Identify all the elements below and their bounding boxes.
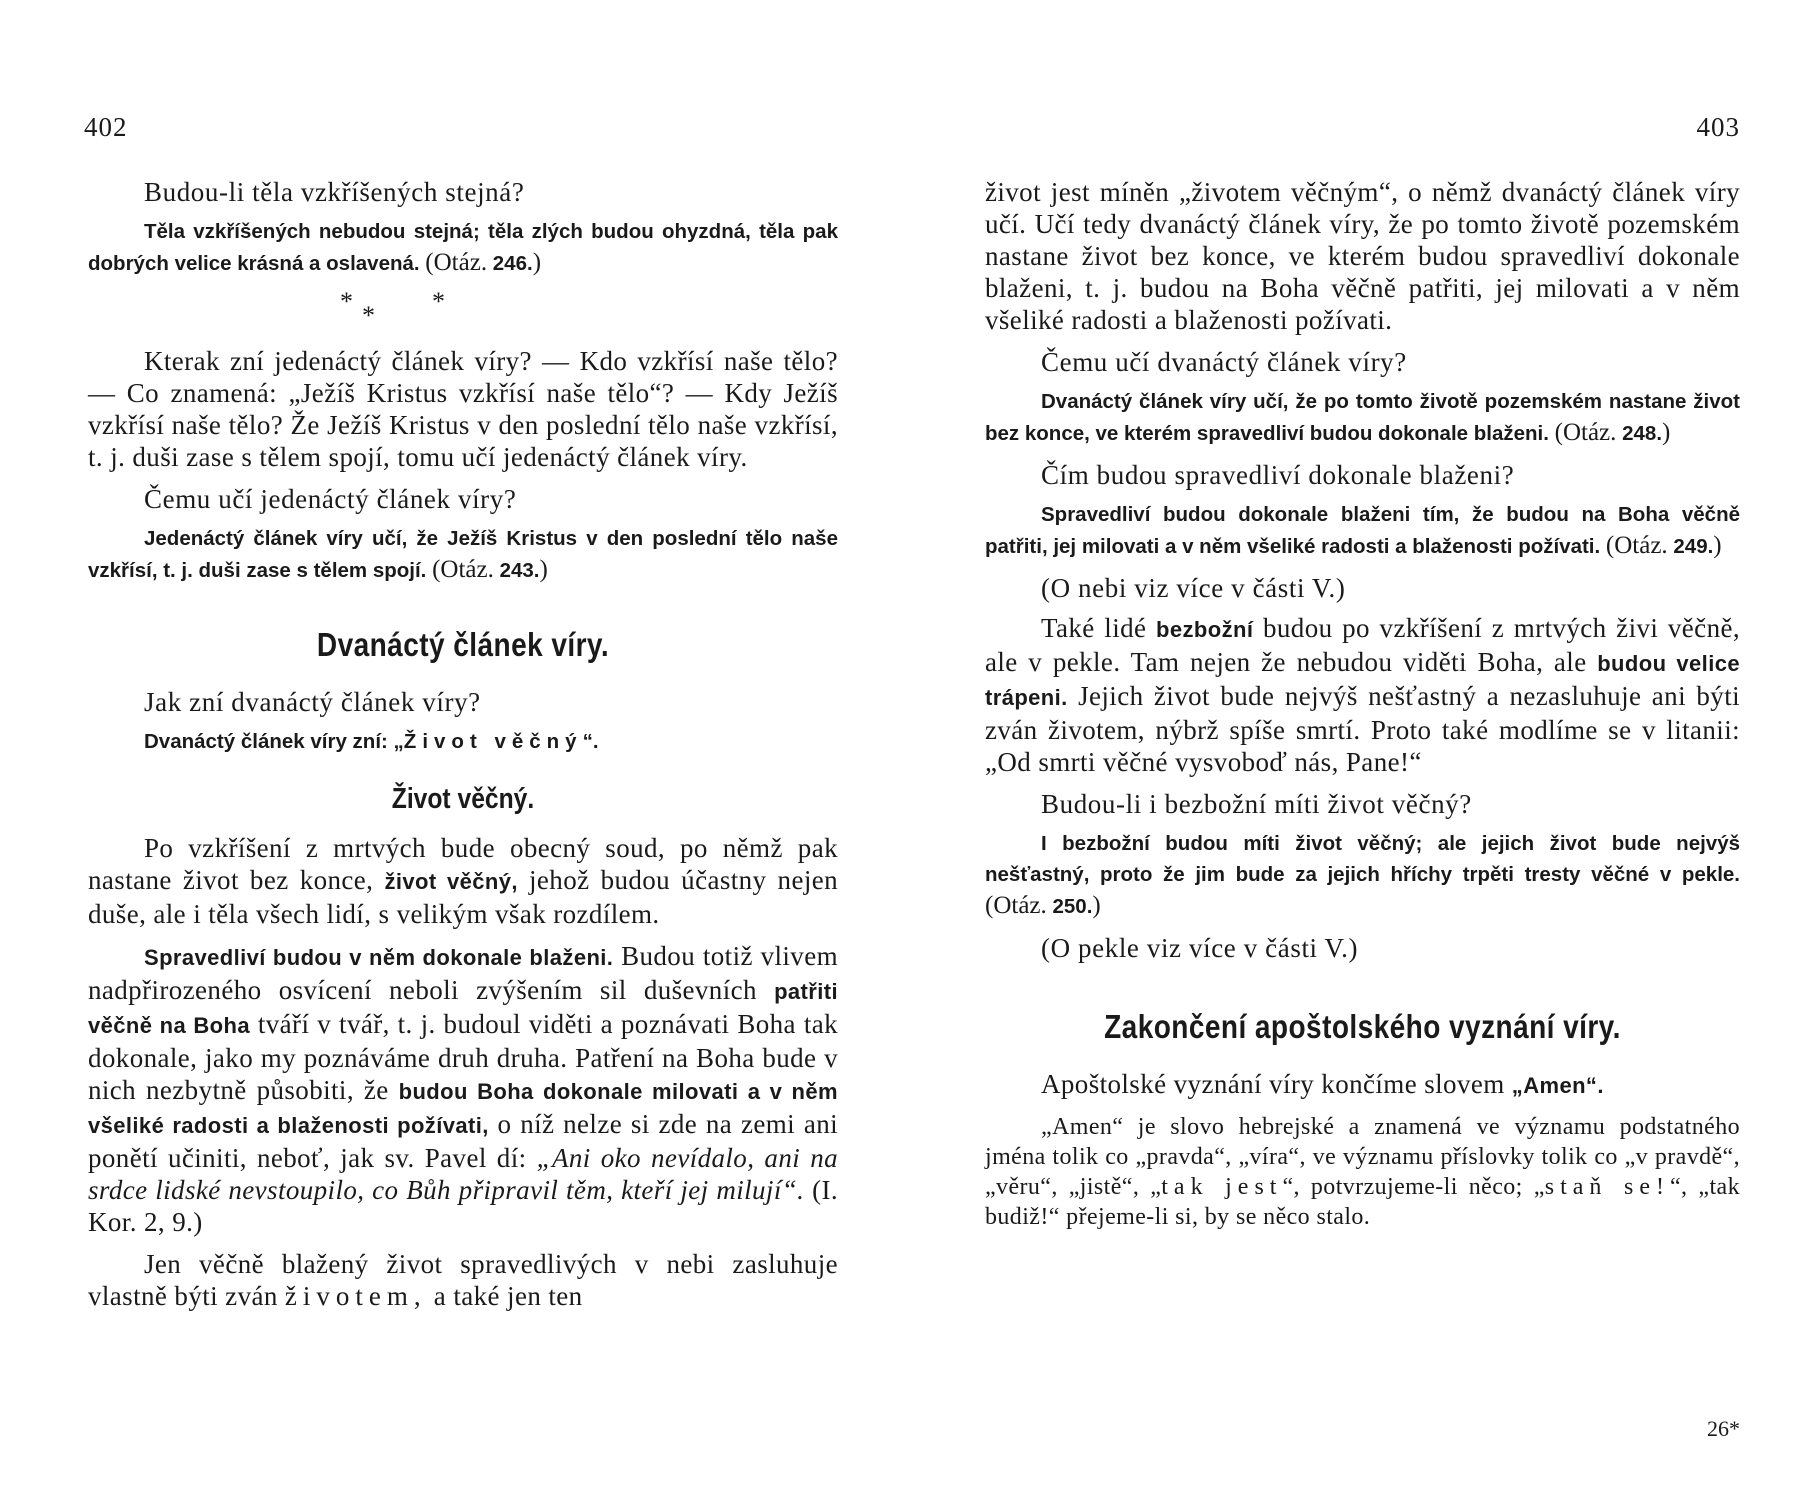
section-asterism: [88, 289, 838, 333]
answer: Dvanáctý článek víry zní: „Život věčný“.: [144, 730, 599, 753]
question: Čemu učí dvanáctý článek víry?: [1041, 347, 1407, 377]
answer: Dvanáctý článek víry učí, že po tomto životě pozemském nastane život bez konce, ve kterém spravedliví budou dokonale blaženi. (Otáz. 248.): [985, 390, 1740, 446]
paragraph: Po vzkříšení z mrtvých bude obecný soud, po němž pak nastane život bez konce, život věčný, jehož budou účastny nejen duše, ale i těla všech lidí, s velikým však rozdílem.: [88, 833, 839, 929]
right-page-body: [985, 176, 1740, 1242]
page-number: 403: [1696, 112, 1740, 142]
section-heading: Zakončení apoštolského vyznání víry.: [1104, 1008, 1621, 1045]
right-page: [985, 0, 1740, 1501]
section-heading: Dvanáctý článek víry.: [316, 626, 610, 663]
left-page: [84, 0, 839, 1501]
note: (O pekle viz více v části V.): [1041, 933, 1359, 963]
asterisk: *: [432, 287, 445, 316]
asterisk: *: [362, 301, 375, 330]
note: (O nebi viz více v části V.): [1041, 573, 1346, 603]
answer: I bezbožní budou míti život věčný; ale jejich život bude nejvýš nešťastný, proto že jim bude za jejich hříchy trpěti tresty věčné v pekle. (Otáz. 250.): [985, 832, 1740, 919]
signature-mark: 26*: [1707, 1416, 1740, 1441]
asterisk: *: [340, 287, 353, 316]
question: Čemu učí jedenáctý článek víry?: [144, 484, 517, 514]
paragraph: Jen věčně blažený život spravedlivých v nebi zasluhuje vlastně býti zván životem, a také jen ten: [88, 1249, 838, 1311]
paragraph: Spravedliví budou v něm dokonale blaženi. Budou totiž vlivem nadpřirozeného osvícení neboli zvýšením sil duševních patřiti věčně na Boha tváří v tvář, t. j. budoul viděti a poznávati Boha tak dokonale, jako my poznáváme druh druha. Patření na Boha bude v nich nezbytně působiti, že budou Boha dokonale milovati a v něm všeliké radosti a blaženosti požívati, o níž nelze si zde na zemi ani ponětí učiniti, neboť, jak sv. Pavel dí: „Ani oko nevídalo, ani na srdce lidské nevstoupilo, co Bůh připravil těm, kteří jej milují“. (I. Kor. 2, 9.): [88, 941, 839, 1237]
paragraph: Apoštolské vyznání víry končíme slovem „Amen“.: [1041, 1069, 1604, 1099]
left-page-body: [88, 176, 838, 1322]
paragraph: Kterak zní jedenáctý článek víry? — Kdo vzkřísí naše tělo? — Co znamená: „Ježíš Kristus vzkřísí naše tělo“? — Kdy Ježíš vzkřísí naše tělo? Že Ježíš Kristus v den poslední tělo naše vzkřísí, t. j. duši zase s tělem spojí, tomu učí jedenáctý článek víry.: [88, 346, 838, 472]
question: Budou-li i bezbožní míti život věčný?: [1041, 789, 1472, 819]
paragraph: Také lidé bezbožní budou po vzkříšení z mrtvých živi věčně, ale v pekle. Tam nejen že nebudou viděti Boha, ale budou velice trápeni. Jejich život bude nejvýš nešťastný a nezasluhuje ani býti zván životem, nýbrž spíše smrtí. Proto také modlíme se v litanii: „Od smrti věčné vysvoboď nás, Pane!“: [985, 613, 1741, 777]
answer: Jedenáctý článek víry učí, že Ježíš Kristus v den poslední tělo naše vzkřísí, t. j. duši zase s tělem spojí. (Otáz. 243.): [88, 527, 838, 583]
paragraph: „Amen“ je slovo hebrejské a znamená ve významu podstatného jména tolik co „pravda“, „víra“, ve významu příslovky tolik co „v pravdě“, „věru“, „jistě“, „tak jest“, potvrzujeme-li něco; „staň se!“, „tak budiž!“ přejeme-li si, by se něco stalo.: [985, 1114, 1740, 1230]
answer: Spravedliví budou dokonale blaženi tím, že budou na Boha věčně patřiti, jej milovati a v něm všeliké radosti a blaženosti požívati. (Otáz. 249.): [985, 503, 1740, 559]
page-number: 402: [84, 112, 128, 142]
question: Jak zní dvanáctý článek víry?: [144, 687, 481, 717]
question: Budou-li těla vzkříšených stejná?: [144, 177, 525, 207]
answer: Těla vzkříšených nebudou stejná; těla zlých budou ohyzdná, těla pak dobrých velice krásná a oslavená. (Otáz. 246.): [88, 220, 838, 276]
subsection-heading: Život věčný.: [391, 783, 535, 815]
paragraph: život jest míněn „životem věčným“, o němž dvanáctý článek víry učí. Učí tedy dvanáctý článek víry, že po tomto životě pozemském nastane život bez konce, ve kterém budou spravedliví dokonale blaženi, t. j. budou na Boha věčně patřiti, jej milovati a v něm všeliké radosti a blaženosti požívati.: [985, 177, 1740, 335]
question: Čím budou spravedliví dokonale blaženi?: [1041, 460, 1515, 490]
